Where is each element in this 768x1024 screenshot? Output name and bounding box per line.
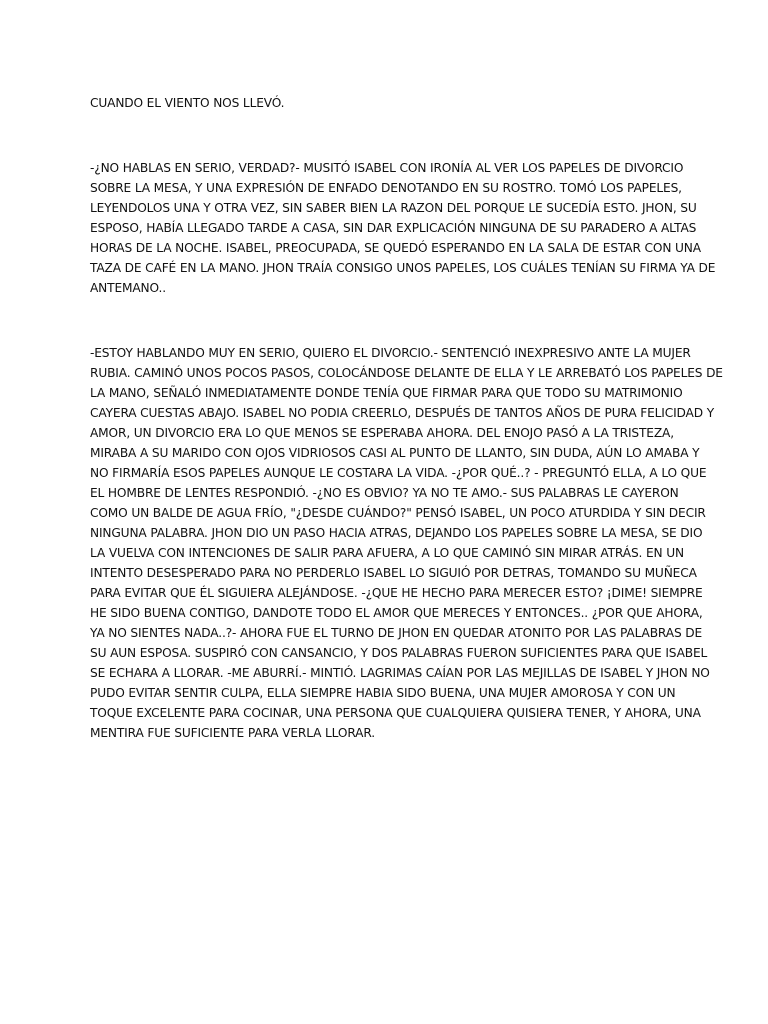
paragraph-1-line: ANTEMANO.. (90, 281, 166, 295)
paragraph-1-line: -¿NO HABLAS EN SERIO, VERDAD?- MUSITÓ ISABEL CON IRONÍA AL VER LOS PAPELES DE DIVORCIO (90, 161, 684, 175)
paragraph-2-line: SU AUN ESPOSA. SUSPIRÓ CON CANSANCIO, Y DOS PALABRAS FUERON SUFICIENTES PARA QUE ISABEL (90, 646, 708, 660)
paragraph-2-line: LA VUELVA CON INTENCIONES DE SALIR PARA AFUERA, A LO QUE CAMINÓ SIN MIRAR ATRÁS. EN UN (90, 546, 684, 560)
paragraph-1-line: HORAS DE LA NOCHE. ISABEL, PREOCUPADA, SE QUEDÓ ESPERANDO EN LA SALA DE ESTAR CON UNA (90, 241, 701, 255)
paragraph-2 (90, 343, 723, 743)
paragraph-2-line: LA MANO, SEÑALÓ INMEDIATAMENTE DONDE TENÍA QUE FIRMAR PARA QUE TODO SU MATRIMONIO (90, 386, 683, 400)
paragraph-2-line: SE ECHARA A LLORAR. -ME ABURRÍ.- MINTIÓ. LAGRIMAS CAÍAN POR LAS MEJILLAS DE ISABEL Y JHON NO (90, 666, 710, 680)
paragraph-2-line: CAYERA CUESTAS ABAJO. ISABEL NO PODIA CREERLO, DESPUÉS DE TANTOS AÑOS DE PURA FELICIDAD Y (90, 406, 714, 420)
paragraph-2-line: NO FIRMARÍA ESOS PAPELES AUNQUE LE COSTARA LA VIDA. -¿POR QUÉ..? - PREGUNTÓ ELLA, A LO QUE (90, 466, 707, 480)
paragraph-2-line: PUDO EVITAR SENTIR CULPA, ELLA SIEMPRE HABIA SIDO BUENA, UNA MUJER AMOROSA Y CON UN (90, 686, 676, 700)
paragraph-1-line: LEYENDOLOS UNA Y OTRA VEZ, SIN SABER BIEN LA RAZON DEL PORQUE LE SUCEDÍA ESTO. JHON, SU (90, 201, 697, 215)
paragraph-2-line: MIRABA A SU MARIDO CON OJOS VIDRIOSOS CASI AL PUNTO DE LLANTO, SIN DUDA, AÚN LO AMABA Y (90, 446, 700, 460)
paragraph-1-line: ESPOSO, HABÍA LLEGADO TARDE A CASA, SIN DAR EXPLICACIÓN NINGUNA DE SU PARADERO A ALTAS (90, 221, 697, 235)
document-title (90, 93, 680, 113)
paragraph-1-line: TAZA DE CAFÉ EN LA MANO. JHON TRAÍA CONSIGO UNOS PAPELES, LOS CUÁLES TENÍAN SU FIRMA YA DE (90, 261, 716, 275)
paragraph-2-line: TOQUE EXCELENTE PARA COCINAR, UNA PERSONA QUE CUALQUIERA QUISIERA TENER, Y AHORA, UNA (90, 706, 701, 720)
paragraph-2-line: EL HOMBRE DE LENTES RESPONDIÓ. -¿NO ES OBVIO? YA NO TE AMO.- SUS PALABRAS LE CAYERON (90, 486, 679, 500)
paragraph-2-line: RUBIA. CAMINÓ UNOS POCOS PASOS, COLOCÁNDOSE DELANTE DE ELLA Y LE ARREBATÓ LOS PAPELES DE (90, 366, 723, 380)
paragraph-2-line: -ESTOY HABLANDO MUY EN SERIO, QUIERO EL DIVORCIO.- SENTENCIÓ INEXPRESIVO ANTE LA MUJER (90, 346, 691, 360)
paragraph-2-line: AMOR, UN DIVORCIO ERA LO QUE MENOS SE ESPERABA AHORA. DEL ENOJO PASÓ A LA TRISTEZA, (90, 426, 674, 440)
paragraph-2-line: PARA EVITAR QUE ÉL SIGUIERA ALEJÁNDOSE. -¿QUE HE HECHO PARA MERECER ESTO? ¡DIME! SIEMPRE (90, 586, 703, 600)
paragraph-2-line: NINGUNA PALABRA. JHON DIO UN PASO HACIA ATRAS, DEJANDO LOS PAPELES SOBRE LA MESA, SE DIO (90, 526, 703, 540)
paragraph-2-line: HE SIDO BUENA CONTIGO, DANDOTE TODO EL AMOR QUE MERECES Y ENTONCES.. ¿POR QUE AHORA, (90, 606, 703, 620)
paragraph-2-line: YA NO SIENTES NADA..?- AHORA FUE EL TURNO DE JHON EN QUEDAR ATONITO POR LAS PALABRAS DE (90, 626, 703, 640)
paragraph-1-line: SOBRE LA MESA, Y UNA EXPRESIÓN DE ENFADO DENOTANDO EN SU ROSTRO. TOMÓ LOS PAPELES, (90, 181, 682, 195)
title-line: CUANDO EL VIENTO NOS LLEVÓ. (90, 96, 285, 110)
paragraph-1 (90, 158, 716, 298)
paragraph-2-line: COMO UN BALDE DE AGUA FRÍO, "¿DESDE CUÁNDO?" PENSÓ ISABEL, UN POCO ATURDIDA Y SIN DECIR (90, 506, 706, 520)
paragraph-2-line: MENTIRA FUE SUFICIENTE PARA VERLA LLORAR. (90, 726, 375, 740)
paragraph-2-line: INTENTO DESESPERADO PARA NO PERDERLO ISABEL LO SIGUIÓ POR DETRAS, TOMANDO SU MUÑECA (90, 566, 697, 580)
